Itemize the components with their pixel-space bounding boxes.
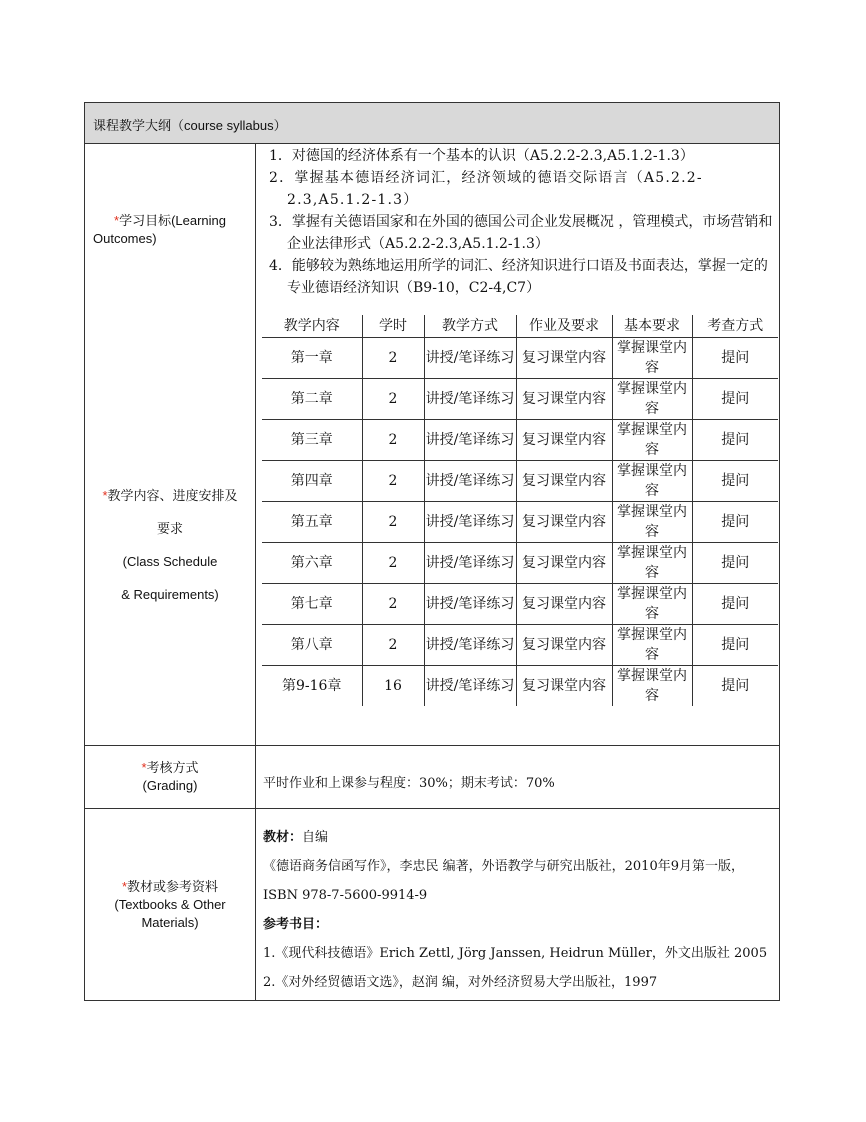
cell-basic: 掌握课堂内容 xyxy=(612,461,692,502)
cell-method: 讲授/笔译练习 xyxy=(424,625,516,666)
cell-method: 讲授/笔译练习 xyxy=(424,338,516,379)
cell-content: 第一章 xyxy=(262,338,362,379)
cell-exam: 提问 xyxy=(692,625,778,666)
table-row xyxy=(262,625,778,666)
row-divider xyxy=(85,143,779,144)
table-row xyxy=(262,543,778,584)
cell-homework: 复习课堂内容 xyxy=(516,420,612,461)
cell-method: 讲授/笔译练习 xyxy=(424,502,516,543)
cell-method: 讲授/笔译练习 xyxy=(424,379,516,420)
schedule-header-row xyxy=(262,315,778,338)
cell-exam: 提问 xyxy=(692,584,778,625)
cell-hours: 2 xyxy=(362,461,424,502)
outcome-item: 2．掌握基本德语经济词汇，经济领域的德语交际语言（A5.2.2-2.3,A5.1.2-1.3） xyxy=(269,170,703,208)
outcomes-list xyxy=(263,145,775,299)
cell-content: 第五章 xyxy=(262,502,362,543)
column-header: 基本要求 xyxy=(612,315,692,338)
cell-homework: 复习课堂内容 xyxy=(516,666,612,707)
cell-basic: 掌握课堂内容 xyxy=(612,543,692,584)
cell-exam: 提问 xyxy=(692,502,778,543)
outcome-item: 3．掌握有关德语国家和在外国的德国公司企业发展概况 ，管理模式，市场营销和企业法律形式（A5.2.2-2.3,A5.1.2-1.3） xyxy=(269,214,773,252)
syllabus-header xyxy=(85,103,779,143)
table-row xyxy=(262,666,778,707)
cell-content: 第八章 xyxy=(262,625,362,666)
cell-content: 第七章 xyxy=(262,584,362,625)
cell-homework: 复习课堂内容 xyxy=(516,584,612,625)
table-row xyxy=(262,502,778,543)
cell-hours: 2 xyxy=(362,543,424,584)
cell-hours: 2 xyxy=(362,420,424,461)
row-divider xyxy=(85,745,779,746)
cell-method: 讲授/笔译练习 xyxy=(424,584,516,625)
cell-homework: 复习课堂内容 xyxy=(516,379,612,420)
cell-basic: 掌握课堂内容 xyxy=(612,625,692,666)
cell-content: 第四章 xyxy=(262,461,362,502)
cell-method: 讲授/笔译练习 xyxy=(424,461,516,502)
cell-homework: 复习课堂内容 xyxy=(516,543,612,584)
cell-basic: 掌握课堂内容 xyxy=(612,584,692,625)
row-divider xyxy=(85,808,779,809)
cell-homework: 复习课堂内容 xyxy=(516,338,612,379)
cell-basic: 掌握课堂内容 xyxy=(612,338,692,379)
cell-content: 第六章 xyxy=(262,543,362,584)
cell-basic: 掌握课堂内容 xyxy=(612,502,692,543)
cell-exam: 提问 xyxy=(692,338,778,379)
column-header: 作业及要求 xyxy=(516,315,612,338)
schedule-table xyxy=(262,315,778,706)
outcome-item: 1．对德国的经济体系有一个基本的认识（A5.2.2-2.3,A5.1.2-1.3） xyxy=(269,148,694,164)
cell-basic: 掌握课堂内容 xyxy=(612,379,692,420)
cell-method: 讲授/笔译练习 xyxy=(424,666,516,707)
cell-exam: 提问 xyxy=(692,543,778,584)
syllabus-title: 课程教学大纲（course syllabus） xyxy=(93,118,287,133)
materials-label: *教材或参考资料 (Textbooks & Other Materials) xyxy=(114,879,226,930)
cell-basic: 掌握课堂内容 xyxy=(612,666,692,707)
references-heading: 参考书目： xyxy=(263,917,329,932)
column-header: 教学内容 xyxy=(262,315,362,338)
table-row xyxy=(262,338,778,379)
cell-exam: 提问 xyxy=(692,420,778,461)
cell-method: 讲授/笔译练习 xyxy=(424,543,516,584)
table-row xyxy=(262,461,778,502)
schedule-label: *教学内容、进度安排及 要求 (Class Schedule & Requirements) xyxy=(102,488,238,602)
cell-exam: 提问 xyxy=(692,461,778,502)
cell-hours: 16 xyxy=(362,666,424,707)
column-header: 考查方式 xyxy=(692,315,778,338)
reference-item: 2.《对外经贸德语文选》，赵润 编，对外经济贸易大学出版社，1997 xyxy=(263,975,658,990)
grading-label: *考核方式 (Grading) xyxy=(141,760,199,793)
table-row xyxy=(262,584,778,625)
textbook-reference: 《德语商务信函写作》，李忠民 编著，外语教学与研究出版社，2010年9月第一版，ISBN 978-7-5600-9914-9 xyxy=(263,859,744,903)
cell-homework: 复习课堂内容 xyxy=(516,461,612,502)
cell-hours: 2 xyxy=(362,338,424,379)
cell-homework: 复习课堂内容 xyxy=(516,625,612,666)
cell-content: 第三章 xyxy=(262,420,362,461)
textbook-line: 教材：自编 xyxy=(263,830,329,845)
grading-text: 平时作业和上课参与程度：30%；期末考试：70% xyxy=(263,776,555,791)
cell-hours: 2 xyxy=(362,502,424,543)
table-row xyxy=(262,420,778,461)
cell-hours: 2 xyxy=(362,625,424,666)
materials-content xyxy=(263,823,775,997)
reference-item: 1.《现代科技德语》Erich Zettl, Jörg Janssen, Heidrun Müller，外文出版社 2005 xyxy=(263,946,768,961)
cell-exam: 提问 xyxy=(692,379,778,420)
column-header: 学时 xyxy=(362,315,424,338)
cell-hours: 2 xyxy=(362,379,424,420)
syllabus-table xyxy=(84,102,780,1001)
cell-basic: 掌握课堂内容 xyxy=(612,420,692,461)
cell-homework: 复习课堂内容 xyxy=(516,502,612,543)
outcome-item: 4．能够较为熟练地运用所学的词汇、经济知识进行口语及书面表达，掌握一定的专业德语经济知识（B9-10，C2-4,C7） xyxy=(269,258,768,296)
column-header: 教学方式 xyxy=(424,315,516,338)
cell-exam: 提问 xyxy=(721,678,750,694)
cell-hours: 2 xyxy=(362,584,424,625)
table-row xyxy=(262,379,778,420)
cell-content: 第二章 xyxy=(262,379,362,420)
outcomes-label: *学习目标(Learning Outcomes) xyxy=(93,213,226,246)
cell-method: 讲授/笔译练习 xyxy=(424,420,516,461)
cell-content: 第9-16章 xyxy=(262,666,362,707)
column-divider xyxy=(255,143,256,1000)
